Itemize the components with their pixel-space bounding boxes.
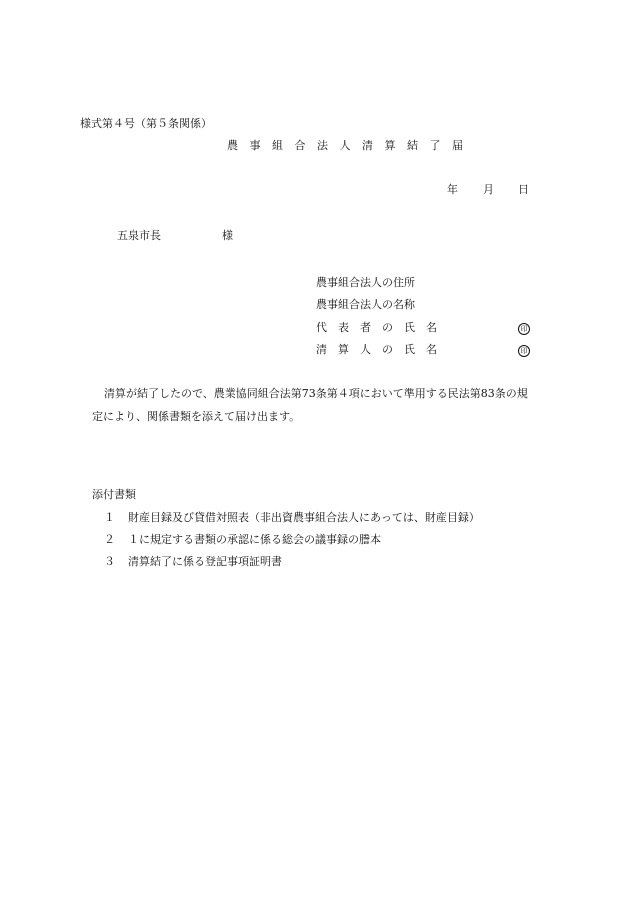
attachment-item-number: ２ [104,533,115,546]
date-month-label: 月 [483,183,494,196]
addressee-name: 五泉市長 [117,229,161,242]
attachments-heading: 添付書類 [92,488,136,501]
corporation-address-label: 農事組合法人の住所 [316,276,415,289]
attachment-item-text: 財産目録及び貸借対照表（非出資農事組合法人にあっては、財産目録） [128,511,480,524]
corporation-name-label: 農事組合法人の名称 [316,298,415,311]
liquidator-name-label: 清 算 人 の 氏 名 [316,343,437,356]
date-day-label: 日 [518,183,529,196]
body-text-line-2: 定により、関係書類を添えて届け出ます。 [92,410,301,423]
attachment-item-text: １に規定する書類の承認に係る総会の議事録の謄本 [128,533,381,546]
representative-seal-icon: 印 [518,323,530,335]
addressee-honorific: 様 [222,229,233,242]
body-text-line-1: 清算が結了したので、農業協同組合法第73条第４項において準用する民法第83条の規 [104,387,528,400]
attachment-item-number: ３ [104,555,115,568]
form-number: 様式第４号（第５条関係） [80,117,212,130]
liquidator-seal-icon: 印 [518,345,530,357]
attachment-item-number: １ [104,511,115,524]
date-year-label: 年 [447,183,458,196]
attachment-item-text: 清算結了に係る登記事項証明書 [128,555,282,568]
document-title: 農 事 組 合 法 人 清 算 結 了 届 [227,139,467,152]
representative-name-label: 代 表 者 の 氏 名 [316,321,437,334]
